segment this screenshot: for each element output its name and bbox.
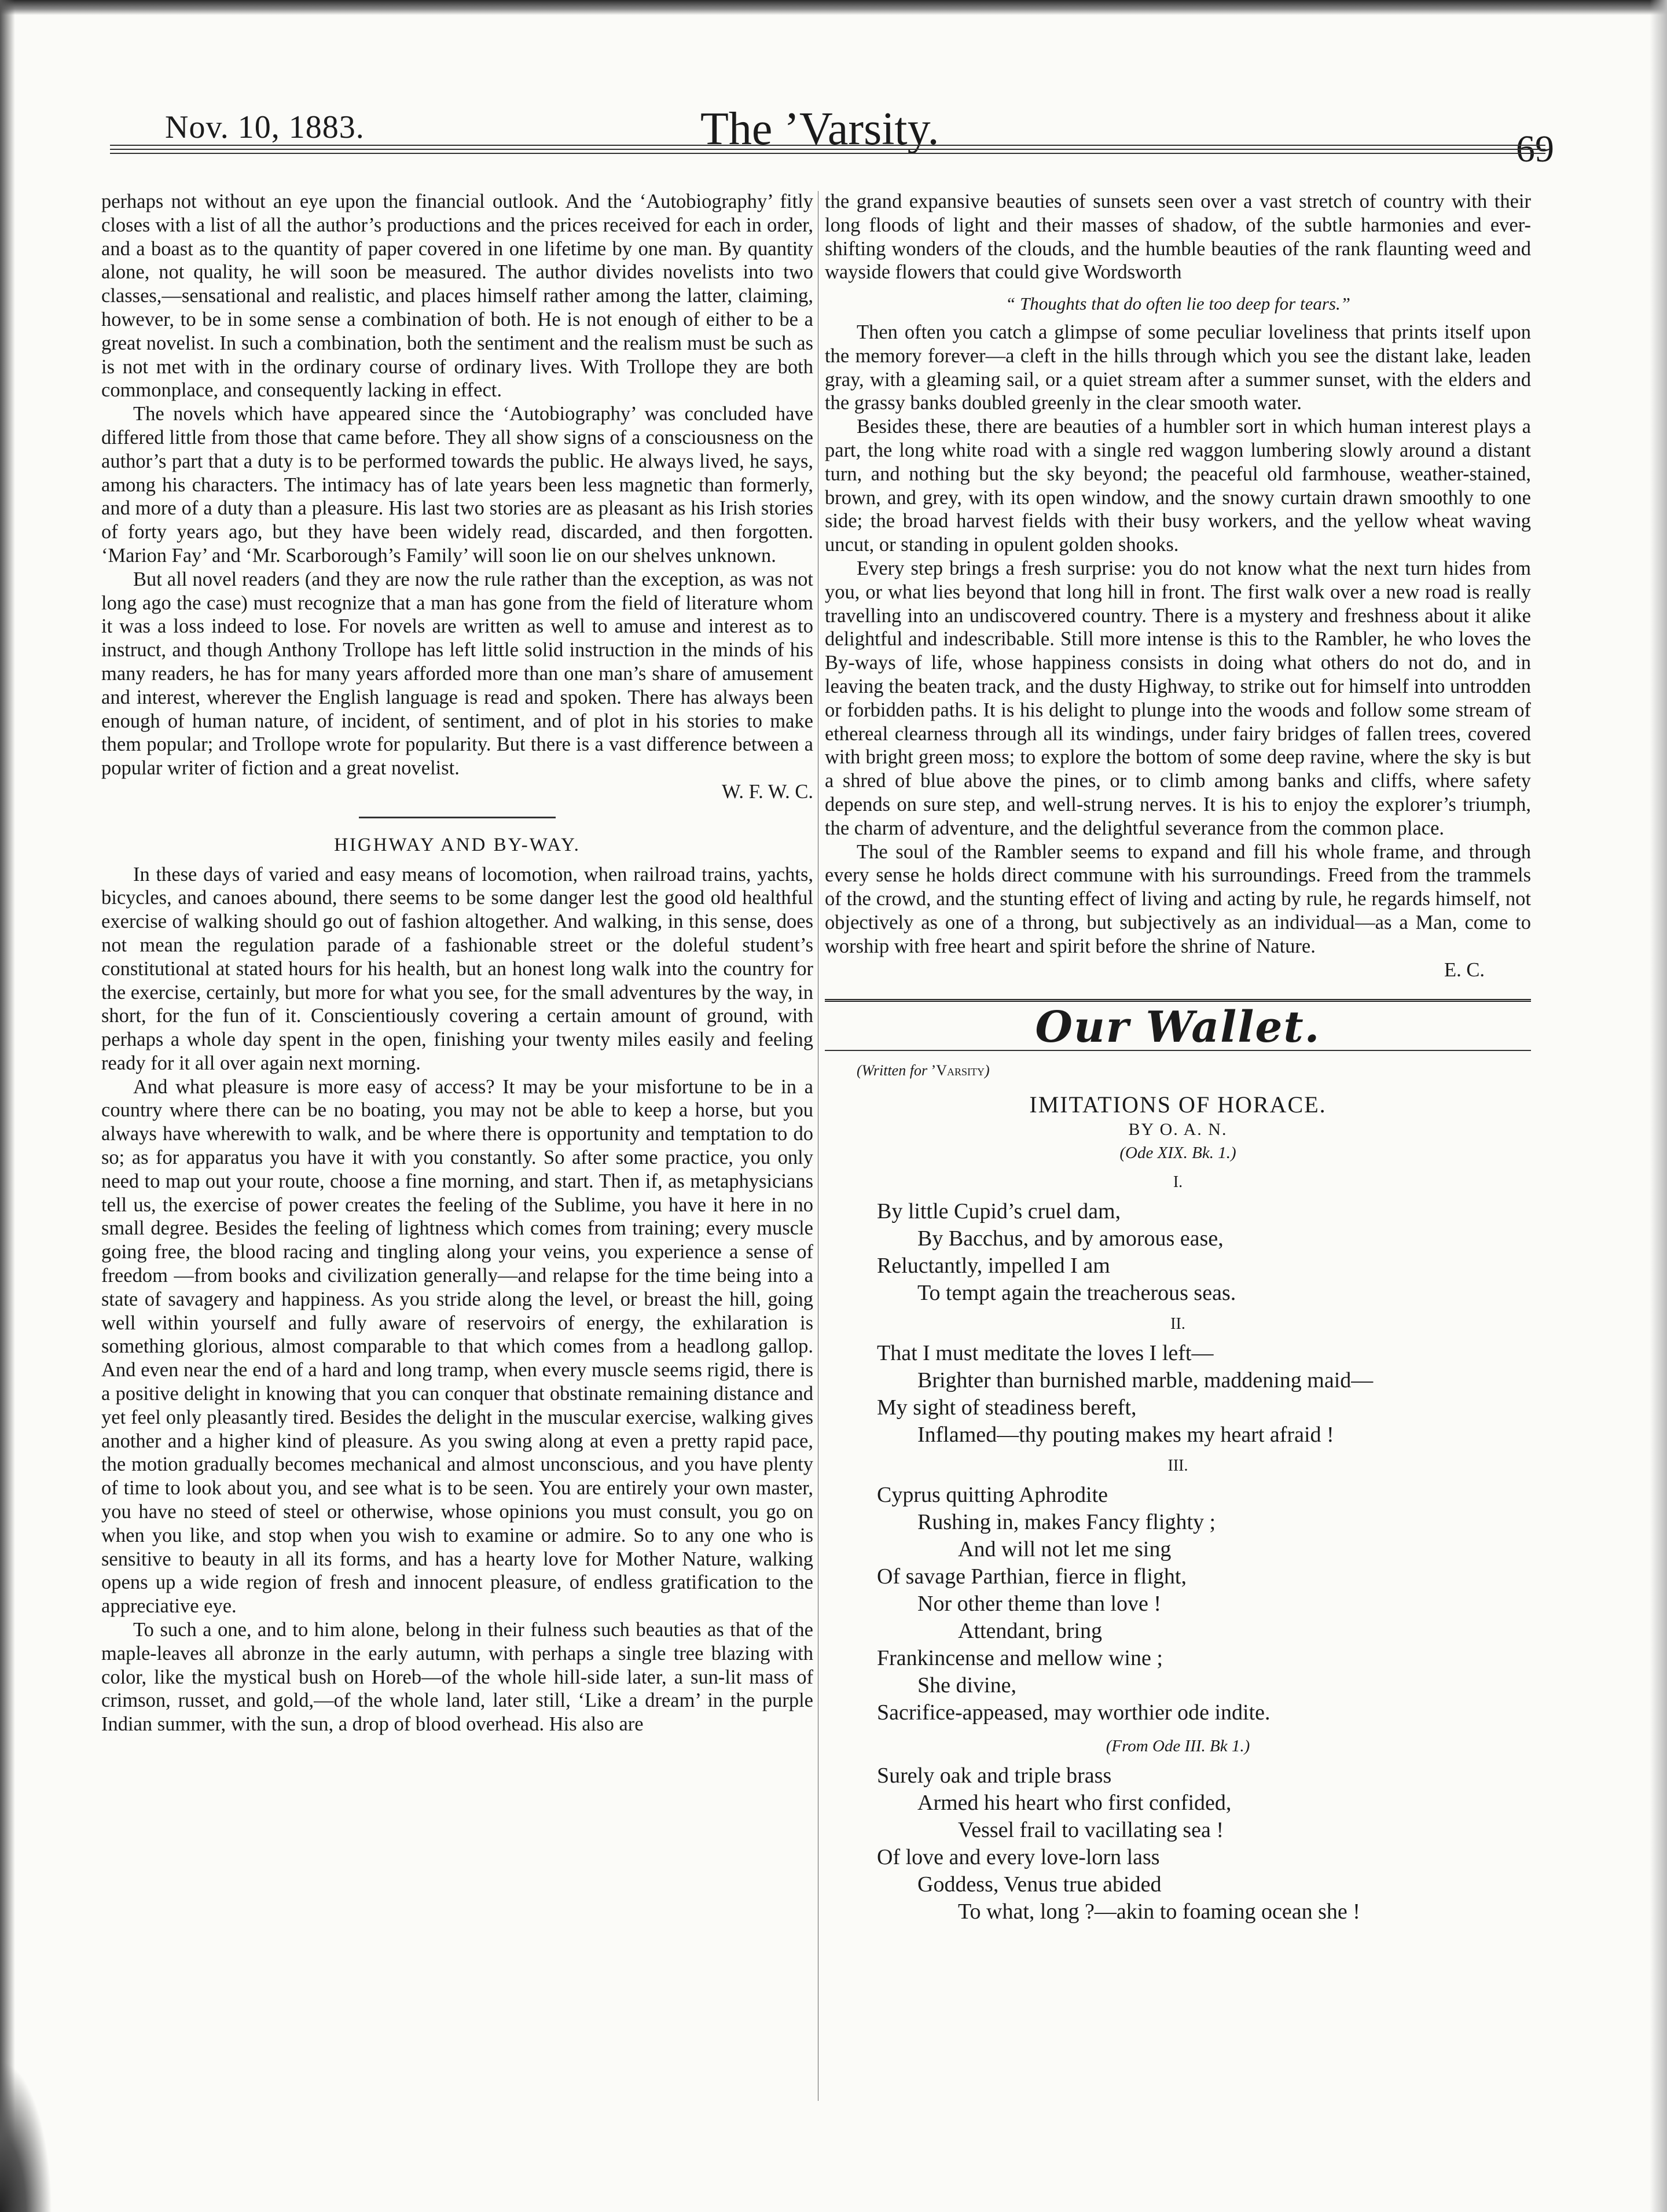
header-rule-bottom	[110, 153, 1545, 154]
right-column	[825, 190, 1531, 1926]
highway-paragraph-5: Besides these, there are beauties of a humbler sort in which human interest plays a part, the long white road with a single red waggon lumbering slowly around a distant turn, and nothing but the sky beyond; the peaceful old farmhouse, weather-stained, brown, and grey, with its open window, and the snowy curtain drawn smoothly to one side; the broad harvest fields with their busy workers, and the yellow wheat waving uncut, or standing in opulent golden shooks.	[825, 416, 1531, 556]
highway-paragraph-2: And what pleasure is more easy of access? It may be your misfortune to be in a country where there can be no boating, you may not be able to keep a horse, but you always have wherewith to walk, and be where there is opportunity and temptation to do so; as for apparatus you have it with you constantly. So after some practice, you only need to map out your route, choose a fine morning, and start. Then if, as metaphysicians tell us, the exercise of power creates the feeling of the Sublime, you have it here in no small degree. Besides the feeling of lightness which comes from training; every muscle going free, the blood racing and tingling along your veins, you experience a sense of freedom —from books and civilization generally—and relapse for the time being into a state of savagery and happiness. As you stride along the level, or breast the hill, going well within yourself and fully aware of reservoirs of energy, the exhilaration is something glorious, almost comparable to that which comes from a headlong gallop. And even near the end of a hard and long tramp, when every muscle seems rigid, there is a positive delight in knowing that you can conquer that obstinate remaining distance and yet feel only pleasantly tired. Besides the delight in the muscular exercise, walking gives another and a higher kind of pleasure. As you swing along at even a pretty rapid pace, the motion gradually becomes mechanical and almost unconscious, and you have plenty of time to look about you, and see what is to be seen. You are entirely your own master, you have no steed of steel or otherwise, whose opinions you must consult, you go on when you like, and stop when you wish to examine or admire. So to any one who is sensitive to beauty in all its forms, and has a hearty love for Mother Nature, walking opens up a wide region of fresh and innocent pleasure, of endless gratification to the appreciative eye.	[101, 1075, 813, 1618]
highway-paragraph-7: The soul of the Rambler seems to expand and fill his whole frame, and through every sense he holds direct commune with his surroundings. Freed from the trammels of the crowd, and the stunting effect of living and acting by rule, he regards himself, not objectively as one of a throng, but subjectively as an individual—as a Man, come to worship with free heart and spirit before the shrine of Nature.	[825, 840, 1531, 957]
poem-line: Frankincense and mellow wine ;	[877, 1645, 1163, 1670]
poem-line: Of savage Parthian, fierce in flight,	[877, 1564, 1187, 1589]
stanza-numeral-1: I.	[1173, 1173, 1183, 1192]
trollope-paragraph-2: The novels which have appeared since the ‘Autobiography’ was concluded have differed little from those that came before. They all show signs of a consciousness on the author’s part that a duty is to be performed towards the public. He always lived, he says, among his characters. The intimacy has of late years been less magnetic than formerly, and more of a duty than a pleasure. His last two stories are as pleasant as his Irish stories of forty years ago, but they have been widely read, discarded, and then forgotten. ‘Marion Fay’ and ‘Mr. Scarborough’s Family’ will soon lie on our shelves unknown.	[101, 403, 813, 567]
scan-left-edge	[0, 0, 15, 2212]
poem-line: Brighter than burnished marble, maddening maid—	[917, 1368, 1374, 1392]
highway-paragraph-3: To such a one, and to him alone, belong in their fulness such beauties as that of the maple-leaves all abronze in the early autumn, with perhaps a single tree blazing with color, like the mystical bush on Horeb—of the whole hill-side later, a sun-lit mass of crimson, russet, and gold,—of the whole land, later still, ‘Like a dream’ in the purple Indian summer, with the sun, a drop of blood overhead. His also are	[101, 1619, 813, 1736]
poem-line: That I must meditate the loves I left—	[877, 1340, 1214, 1365]
header-title: The ’Varsity.	[700, 104, 939, 155]
poem-line: Nor other theme than love !	[917, 1591, 1162, 1616]
page-header	[110, 87, 1554, 185]
written-for-name: ’Varsity	[931, 1062, 985, 1079]
poem-line: By Bacchus, and by amorous ease,	[917, 1226, 1224, 1251]
written-for-prefix: Written for	[861, 1062, 928, 1079]
article-signature-ec: E. C.	[1444, 958, 1485, 981]
article-signature: W. F. W. C.	[722, 780, 813, 803]
scan-top-edge	[0, 0, 1667, 15]
stanza-3	[825, 1482, 1531, 1726]
ode-reference-1: (Ode XIX. Bk. 1.)	[1119, 1144, 1236, 1163]
left-column	[101, 190, 813, 1736]
poem-line: Inflamed—thy pouting makes my heart afraid !	[917, 1422, 1334, 1447]
poem-line: By little Cupid’s cruel dam,	[877, 1199, 1121, 1224]
stanza-1	[825, 1198, 1531, 1307]
stanza-numeral-3: III.	[1167, 1456, 1188, 1475]
header-rule-middle	[110, 149, 1545, 150]
poem-line: To what, long ?—akin to foaming ocean she !	[958, 1899, 1360, 1924]
wallet-rule	[825, 999, 1531, 1002]
header-rule-top	[110, 145, 1545, 146]
written-for-note: (Written for ’Varsity)	[857, 1062, 990, 1079]
scan-corner-shadow	[0, 2060, 52, 2212]
poem-line: Attendant, bring	[958, 1618, 1103, 1643]
poem-title: IMITATIONS OF HORACE.	[1029, 1091, 1327, 1118]
highway-paragraph-6: Every step brings a fresh surprise: you do not know what the next turn hides from you, or what lies beyond that long hill in front. The first walk over a new road is really travelling into an undiscovered country. There is a mystery and freshness about it alike delightful and indescribable. Still more intense is this to the Rambler, he who loves the By-ways of life, whose happiness consists in doing what others do not do, and in leaving the beaten track, and the dusty Highway, to strike out for himself into untrodden or forbidden paths. It is his delight to plunge into the woods and follow some stream of ethereal clearness through all its windings, under fairy bridges of fallen trees, covered with bright green moss; to explore the bottom of some deep ravine, where the sky is but a shred of blue above the pines, or to climb among banks and cliffs, where safety depends on sure step, and well-strung nerves. It is his to enjoy the explorer’s triumph, the charm of adventure, and the delightful severance from the common place.	[825, 557, 1531, 839]
stanza-4	[825, 1762, 1531, 1926]
poem-line: She divine,	[917, 1673, 1016, 1697]
highway-paragraph-4: Then often you catch a glimpse of some peculiar loveliness that prints itself upon the memory forever—a cleft in the hills through which you see the distant lake, leaden gray, with a gleaming sail, or a quiet stream after a summer sunset, with the elders and the grassy banks doubled greenly in the clear smooth water.	[825, 321, 1531, 414]
stanza-2	[825, 1340, 1531, 1449]
poem-line: To tempt again the treacherous seas.	[917, 1281, 1236, 1306]
section-separator	[359, 817, 556, 818]
section-heading: HIGHWAY AND BY-WAY.	[334, 834, 581, 855]
poem-byline: BY O. A. N.	[1128, 1119, 1228, 1139]
highway-continued: the grand expansive beauties of sunsets seen over a vast stretch of country with their long floods of light and their masses of shadow, of the subtle harmonies and ever-shifting wonders of the clouds, and the humble beauties of the rank flaunting weed and wayside flowers that could give Wordsworth	[825, 190, 1531, 284]
poem-line: My sight of steadiness bereft,	[877, 1395, 1137, 1420]
poem-line: Rushing in, makes Fancy flighty ;	[917, 1509, 1216, 1534]
wordsworth-quote: “ Thoughts that do often lie too deep for tears.”	[1005, 293, 1350, 314]
poem-line: Reluctantly, impelled I am	[877, 1254, 1110, 1278]
ode-reference-2: (From Ode III. Bk 1.)	[1106, 1736, 1250, 1755]
stanza-numeral-2: II.	[1170, 1315, 1185, 1333]
poem-line: Surely oak and triple brass	[877, 1763, 1112, 1788]
poem-line: Cyprus quitting Aphrodite	[877, 1482, 1108, 1507]
page-number: 69	[1516, 128, 1554, 170]
trollope-paragraph-1: perhaps not without an eye upon the financial outlook. And the ‘Autobiography’ fitly closes with a list of all the author’s productions and the prices received for each in order, and a boast as to the quantity of paper covered in one lifetime by one man. By quantity alone, not quality, he will soon be measured. The author divides novelists into two classes,—sensational and realistic, and places himself rather among the latter, claiming, however, to be in some sense a combination of both. He is not enough of either to be a great novelist. In such a combination, both the sentiment and the realism must be such as is not met with in the ordinary course of ordinary lives. With Trollope they are both commonplace, and consequently lacking in effect.	[101, 190, 813, 402]
poem-line: Armed his heart who first confided,	[917, 1791, 1232, 1816]
poem-line: Sacrifice-appeased, may worthier ode indite.	[877, 1700, 1271, 1725]
poem-line: And will not let me sing	[958, 1537, 1172, 1561]
poem-line: Vessel frail to vacillating sea !	[958, 1818, 1224, 1843]
poem-line: Of love and every love-lorn lass	[877, 1845, 1160, 1870]
poem-line: Goddess, Venus true abided	[917, 1872, 1162, 1897]
trollope-paragraph-3: But all novel readers (and they are now the rule rather than the exception, as was not long ago the case) must recognize that a man has gone from the field of literature whom it was a loss indeed to lose. For novels are written as well to amuse and interest as to instruct, and though Anthony Trollope has left little solid instruction in the minds of his many readers, he has for many years afforded more than one man’s share of amusement and interest, wherever the English language is read and spoken. There has always been enough of human nature, of incident, of sentiment, and of plot in his stories to make them popular; and Trollope wrote for popularity. But there is a vast difference between a popular writer of fiction and a great novelist.	[101, 568, 813, 780]
scan-right-edge	[1650, 0, 1667, 2212]
wallet-title: Our Wallet.	[1035, 1002, 1321, 1053]
header-date: Nov. 10, 1883.	[165, 109, 365, 145]
highway-paragraph-1: In these days of varied and easy means of locomotion, when railroad trains, yachts, bicycles, and canoes abound, there seems to be some danger lest the good old healthful exercise of walking should go out of fashion altogether. And walking, in this sense, does not mean the regulation parade of a fashionable street or the doleful student’s constitutional at stated hours for his health, but an honest long walk into the country for the exercise, certainly, but more for what you see, for the small adventures by the way, in short, for the fun of it. Conscientiously covering a certain amount of ground, with perhaps a whole day spent in the open, finishing your twenty miles easily and feeling ready for it all over again next morning.	[101, 863, 813, 1074]
